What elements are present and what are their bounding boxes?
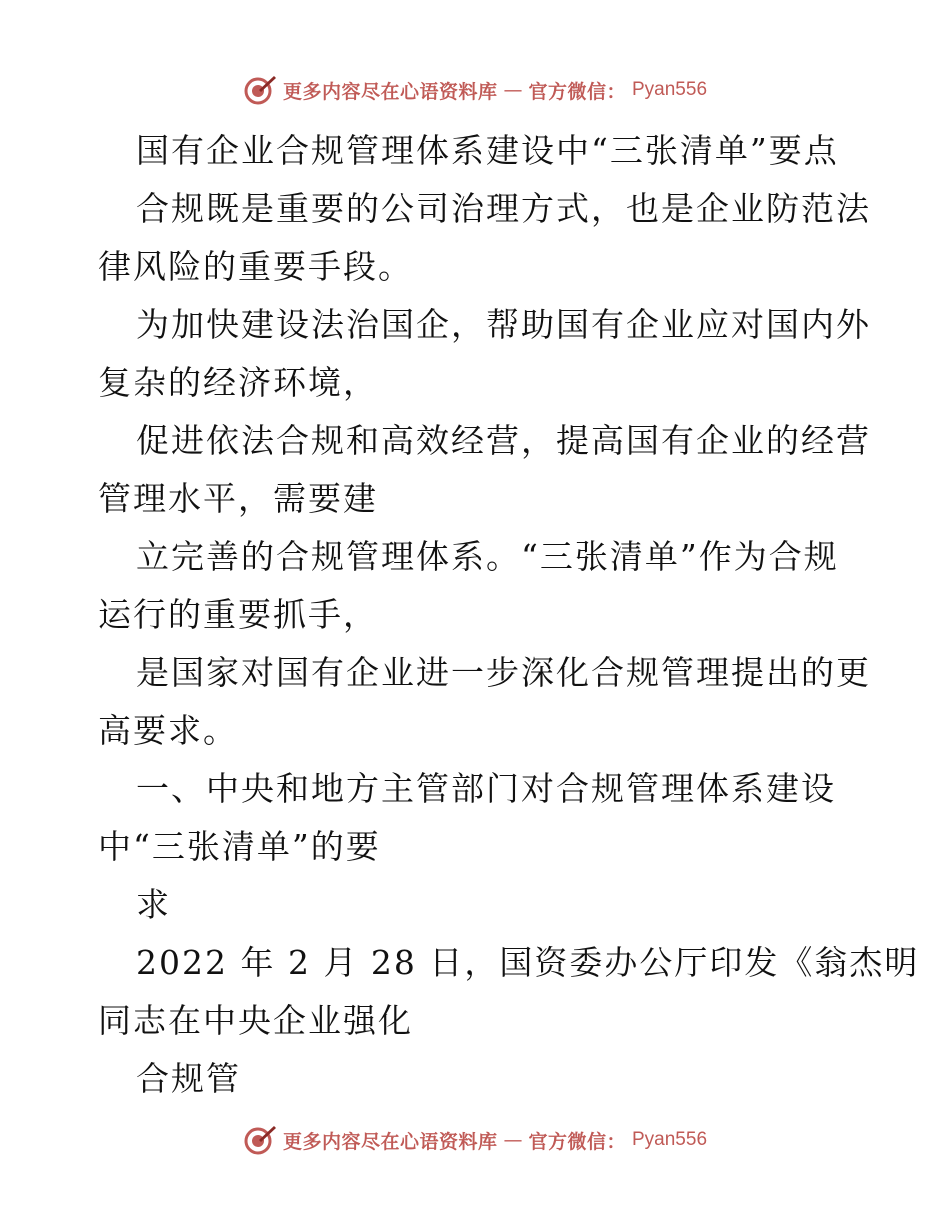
footer-watermark <box>0 1120 950 1160</box>
body-line: 运行的重要抓手， <box>98 595 378 634</box>
body-line: 促进依法合规和高效经营，提高国有企业的经营 <box>136 421 871 460</box>
body-line: 为加快建设法治国企，帮助国有企业应对国内外 <box>136 305 871 344</box>
body-line: 同志在中央企业强化 <box>98 1001 413 1040</box>
watermark-dash: — <box>503 79 523 101</box>
document-body <box>98 122 920 1108</box>
body-line: 律风险的重要手段。 <box>98 247 413 286</box>
watermark-id: Pyan556 <box>632 1129 708 1150</box>
watermark-dash: — <box>503 1129 523 1151</box>
body-line: 求 <box>136 885 171 924</box>
watermark-id: Pyan556 <box>632 79 708 100</box>
body-line: 国有企业合规管理体系建设中“三张清单”要点 <box>136 131 839 170</box>
body-line: 中“三张清单”的要 <box>98 827 381 866</box>
watermark-label: 官方微信： <box>528 1130 626 1153</box>
pen-logo-icon <box>243 73 277 107</box>
body-line: 是国家对国有企业进一步深化合规管理提出的更 <box>136 653 871 692</box>
body-line: 合规既是重要的公司治理方式，也是企业防范法 <box>136 189 871 228</box>
body-line: 高要求。 <box>98 711 238 750</box>
body-line: 2022 年 2 月 28 日，国资委办公厅印发《翁杰明 <box>136 943 920 982</box>
body-line: 立完善的合规管理体系。“三张清单”作为合规 <box>136 537 839 576</box>
body-line: 复杂的经济环境， <box>98 363 378 402</box>
body-line: 管理水平，需要建 <box>98 479 378 518</box>
body-line: 合规管 <box>136 1059 241 1098</box>
pen-logo-icon <box>243 1123 277 1157</box>
body-line: 一、中央和地方主管部门对合规管理体系建设 <box>136 769 836 808</box>
watermark-label: 官方微信： <box>528 80 626 103</box>
watermark-text: 更多内容尽在心语资料库 <box>282 1130 498 1153</box>
watermark-text: 更多内容尽在心语资料库 <box>282 80 498 103</box>
header-watermark <box>0 70 950 110</box>
